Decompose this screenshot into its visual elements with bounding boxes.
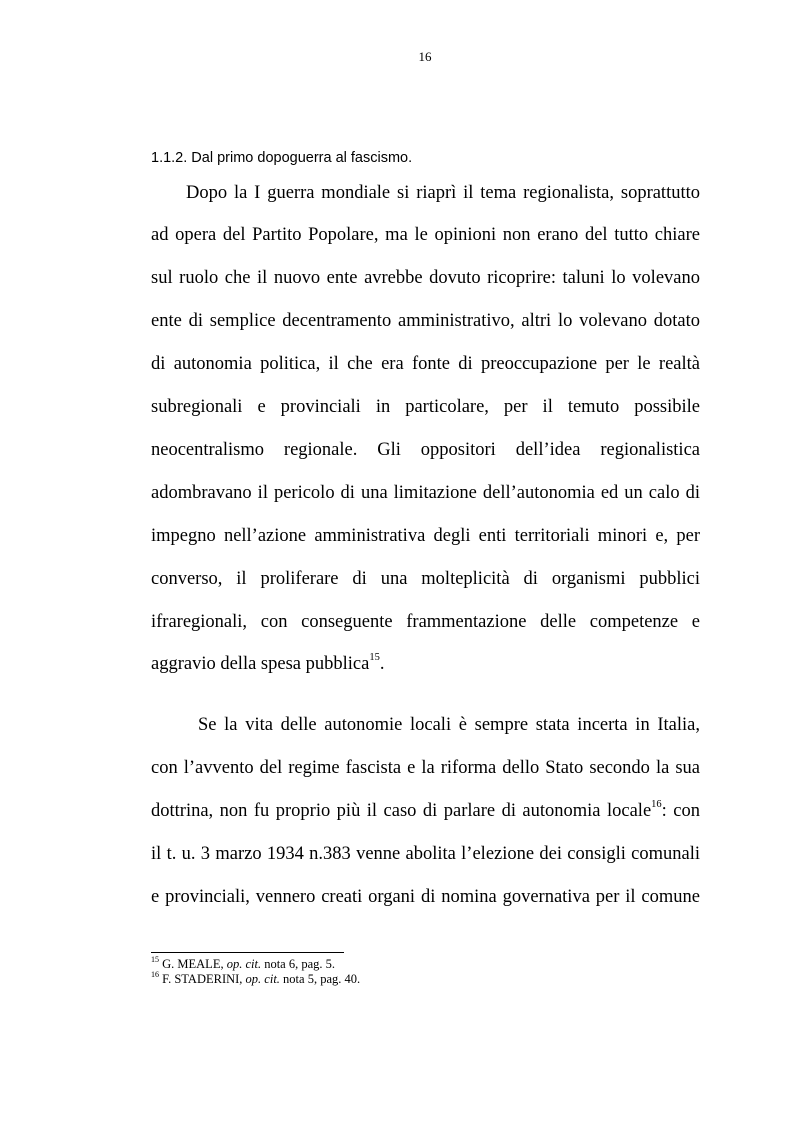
paragraph-line: ad opera del Partito Popolare, ma le opinioni non erano del tutto chiare — [151, 225, 700, 245]
paragraph-line: subregionali e provinciali in particolare, per il temuto possibile — [151, 397, 700, 417]
footnote-number: 15 — [151, 954, 159, 964]
paragraph-line: neocentralismo regionale. Gli oppositori dell’idea regionalistica — [151, 440, 700, 460]
paragraph-line-text: : con — [661, 801, 700, 821]
paragraph-line-text: aggravio della spesa pubblica — [151, 654, 370, 674]
footnote-ref-15: 15 — [369, 651, 380, 663]
paragraph-line: impegno nell’azione amministrativa degli enti territoriali minori e, per — [151, 526, 700, 546]
paragraph-line — [151, 652, 700, 676]
footnote-author: F. STADERINI, — [162, 972, 243, 986]
footnote-16 — [151, 969, 361, 987]
paragraph-line: ente di semplice decentramento amministrativo, altri lo volevano dotato — [151, 311, 700, 331]
paragraph-line: con l’avvento del regime fascista e la riforma dello Stato secondo la sua — [151, 758, 700, 778]
paragraph-line: converso, il proliferare di una molteplicità di organismi pubblici — [151, 569, 700, 589]
footnote-rest: nota 6, pag. 5. — [264, 957, 336, 971]
footnote-author: G. MEALE, — [162, 957, 224, 971]
paragraph-line: di autonomia politica, il che era fonte di preoccupazione per le realtà — [151, 354, 700, 374]
paragraph-line — [151, 799, 700, 823]
footnote-ref-16: 16 — [651, 798, 662, 810]
page-number: 16 — [418, 49, 432, 64]
paragraph-line-text: dottrina, non fu proprio più il caso di parlare di autonomia locale — [151, 801, 652, 821]
paragraph-line: e provinciali, vennero creati organi di nomina governativa per il comune — [151, 887, 700, 907]
paragraph-line: Dopo la I guerra mondiale si riaprì il tema regionalista, soprattutto — [186, 183, 700, 203]
footnote-15 — [151, 954, 336, 972]
paragraph-line-end: . — [379, 654, 385, 674]
footnote-separator — [151, 952, 344, 953]
paragraph-line: ifraregionali, con conseguente frammentazione delle competenze e — [151, 612, 700, 632]
footnote-cite: op. cit. — [245, 972, 280, 986]
paragraph-line: Se la vita delle autonomie locali è sempre stata incerta in Italia, — [198, 715, 700, 735]
section-heading: 1.1.2. Dal primo dopoguerra al fascismo. — [151, 150, 413, 166]
paragraph-line: adombravano il pericolo di una limitazione dell’autonomia ed un calo di — [151, 483, 700, 503]
footnote-cite: op. cit. — [226, 957, 262, 971]
footnote-number: 16 — [151, 969, 159, 979]
paragraph-line: il t. u. 3 marzo 1934 n.383 venne abolita l’elezione dei consigli comunali — [151, 844, 700, 864]
footnote-rest: nota 5, pag. 40. — [283, 972, 361, 986]
paragraph-line: sul ruolo che il nuovo ente avrebbe dovuto ricoprire: taluni lo volevano — [151, 268, 700, 288]
